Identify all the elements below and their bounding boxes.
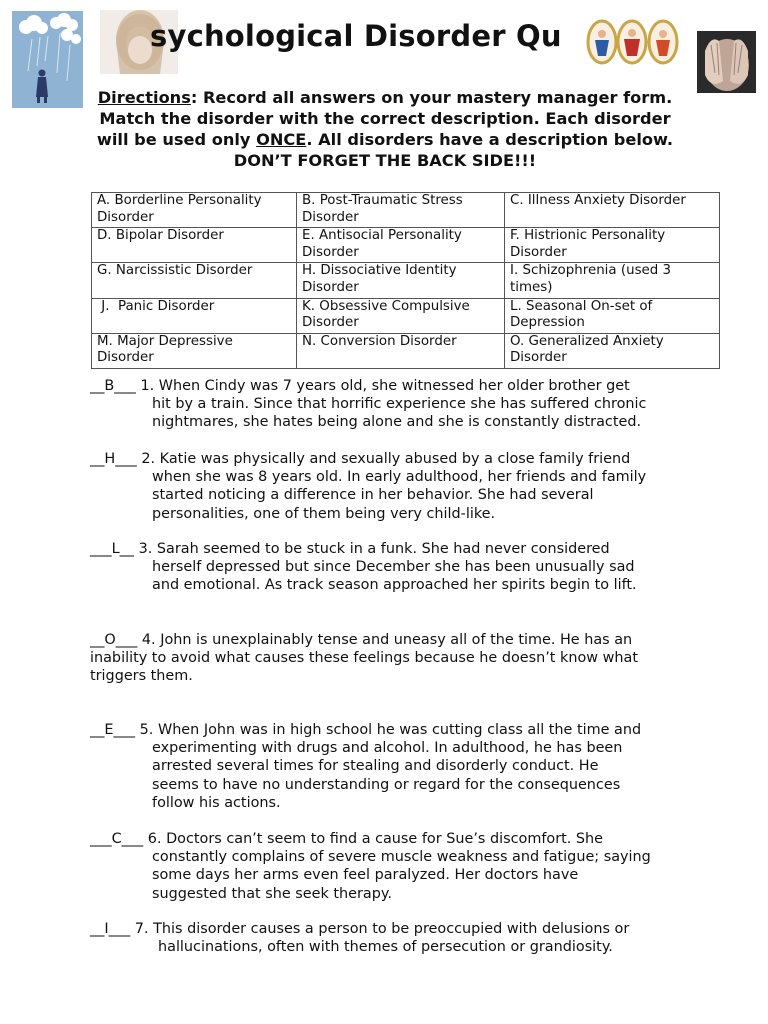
directions-label: Directions	[97, 88, 191, 107]
table-cell: C. Illness Anxiety Disorder	[505, 193, 720, 228]
table-cell: E. Antisocial Personality Disorder	[297, 228, 505, 263]
answer-blank: __O___	[90, 632, 142, 648]
question-1: __B___ 1. When Cindy was 7 years old, she witnessed her older brother get hit by a train. Since that horrific experience she has suffered chronic nightmares, she hates being alone and she is constantly distracted.	[90, 378, 647, 431]
table-cell: F. Histrionic Personality Disorder	[505, 228, 720, 263]
question-2: __H___ 2. Katie was physically and sexually abused by a close family friend when she was 8 years old. In early adulthood, her friends and family started noticing a difference in her behavior. She had several personalities, one of them being very child-like.	[90, 451, 647, 522]
page-title: sychological Disorder Qu	[150, 19, 562, 53]
question-4: __O___ 4. John is unexplainably tense and uneasy all of the time. He has an inability to avoid what causes these feelings because he doesn’t know what triggers them.	[90, 632, 638, 685]
question-6: ___C___ 6. Doctors can’t seem to find a cause for Sue’s discomfort. She constantly complains of severe muscle weakness and fatigue; saying some days her arms even feel paralyzed. Her doctors have suggested that she seek therapy.	[90, 831, 651, 902]
table-row	[92, 228, 720, 263]
table-cell: L. Seasonal On-set of Depression	[505, 298, 720, 333]
question-7: __I___ 7. This disorder causes a person to be preoccupied with delusions or hallucinations, often with themes of persecution or grandiosity.	[90, 921, 630, 956]
table-cell: G. Narcissistic Disorder	[92, 263, 297, 298]
answer-blank: __E___	[90, 722, 140, 738]
answer-blank: __H___	[90, 451, 142, 467]
answer-blank: ___L__	[90, 541, 139, 557]
table-row	[92, 298, 720, 333]
hands-face-photo	[697, 31, 756, 93]
question-3: ___L__ 3. Sarah seemed to be stuck in a funk. She had never considered herself depressed but since December she has been unusually sad and emotional. As track season approached her spirits begin to lift.	[90, 541, 637, 594]
question-5: __E___ 5. When John was in high school he was cutting class all the time and experimenting with drugs and alcohol. In adulthood, he has been arrested several times for stealing and disorderly conduct. He seems to have no understanding or regard for the consequences follow his actions.	[90, 722, 642, 811]
answer-blank: ___C___	[90, 831, 148, 847]
table-cell: I. Schizophrenia (used 3 times)	[505, 263, 720, 298]
table-cell: O. Generalized Anxiety Disorder	[505, 333, 720, 368]
table-cell: J. Panic Disorder	[92, 298, 297, 333]
directions-block	[90, 87, 680, 171]
answer-blank: __I___	[90, 921, 135, 937]
table-row	[92, 333, 720, 368]
table-cell: D. Bipolar Disorder	[92, 228, 297, 263]
table-row	[92, 193, 720, 228]
table-cell: A. Borderline Personality Disorder	[92, 193, 297, 228]
directions-line-2: Match the disorder with the correct description. Each disorder will be used only ONCE. All disorders have a description below. DON’T FORGET THE BACK SIDE!!!	[96, 109, 674, 170]
framed-characters-clipart	[584, 16, 682, 70]
table-cell: M. Major Depressive Disorder	[92, 333, 297, 368]
table-cell: B. Post-Traumatic Stress Disorder	[297, 193, 505, 228]
table-cell: N. Conversion Disorder	[297, 333, 505, 368]
table-cell: H. Dissociative Identity Disorder	[297, 263, 505, 298]
table-cell: K. Obsessive Compulsive Disorder	[297, 298, 505, 333]
rain-cloud-clipart	[12, 11, 83, 108]
directions-line-1: Directions: Record all answers on your mastery manager form.	[97, 88, 673, 107]
once-emphasis: ONCE	[256, 130, 307, 149]
disorder-table	[91, 192, 720, 369]
table-row	[92, 263, 720, 298]
answer-blank: __B___	[90, 378, 141, 394]
